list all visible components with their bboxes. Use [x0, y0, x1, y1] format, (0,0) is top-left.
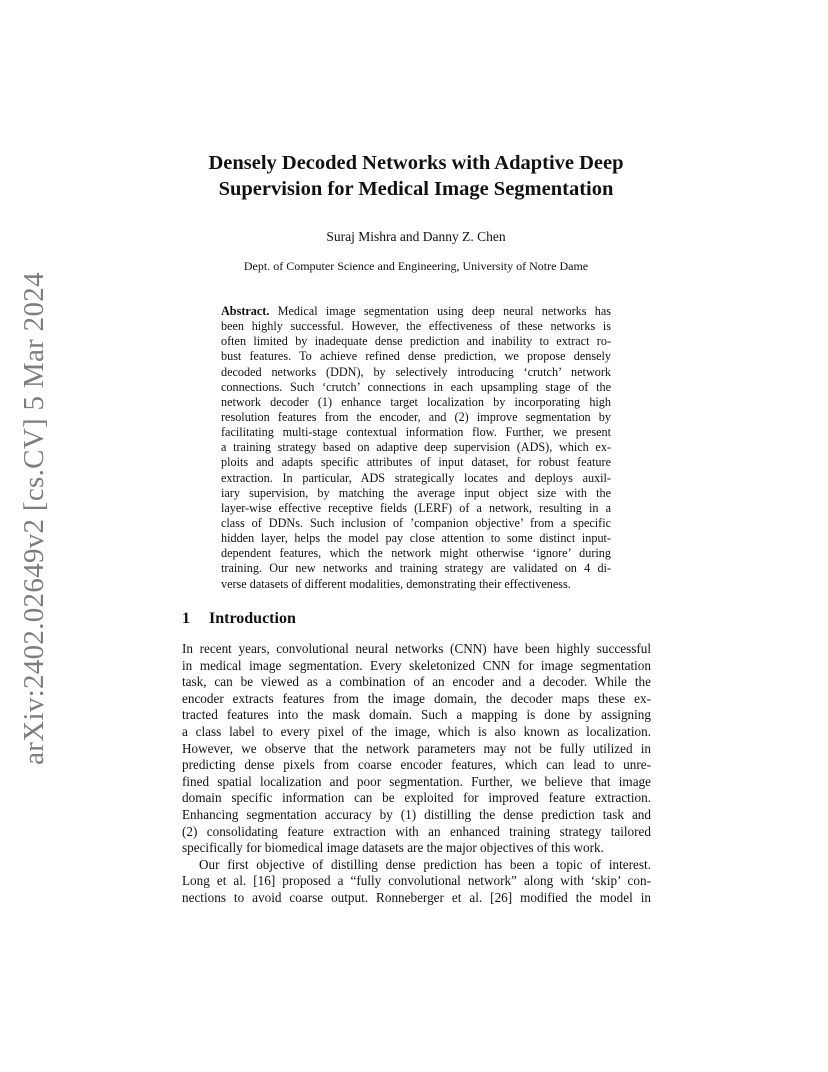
abstract-line: iary supervision, by matching the average input object size with the [221, 485, 611, 500]
abstract [221, 304, 611, 592]
section-heading [182, 610, 296, 628]
body-line: in medical image segmentation. Every skeletonized CNN for image segmentation [182, 657, 651, 673]
abstract-line: decoded networks (DDN), by selectively introducing ‘crutch’ network [221, 364, 611, 379]
body-line: a class label to every pixel of the image, which is also known as localization. [182, 723, 651, 739]
abstract-line: hidden layer, helps the model pay close attention to some distinct input- [221, 531, 611, 546]
abstract-line: been highly successful. However, the effectiveness of these networks is [221, 319, 611, 334]
body-line: specifically for biomedical image datasets are the major objectives of this work. [182, 840, 604, 856]
abstract-line: ploits and adapts specific attributes of input dataset, for robust feature [221, 455, 611, 470]
abstract-line: network decoder (1) enhance target localization by incorporating high [221, 394, 611, 409]
paper-title [150, 150, 682, 202]
abstract-line: verse datasets of different modalities, demonstrating their effectiveness. [221, 576, 571, 591]
section-number: 1 [182, 610, 190, 627]
title-line: Densely Decoded Networks with Adaptive Deep [208, 152, 624, 174]
arxiv-identifier: arXiv:2402.02649v2 [cs.CV] 5 Mar 2024 [17, 271, 50, 765]
section-title: Introduction [209, 610, 296, 627]
title-line: Supervision for Medical Image Segmentation [218, 178, 614, 200]
abstract-line: connections. Such ‘crutch’ connections in each upsampling stage of the [221, 379, 611, 394]
introduction-body [182, 641, 651, 907]
arxiv-identifier-sidebar [10, 271, 58, 765]
body-line: Our first objective of distilling dense prediction has been a topic of interest. [199, 856, 651, 872]
body-line: tracted features into the mask domain. Such a mapping is done by assigning [182, 707, 651, 723]
abstract-line: class of DDNs. Such inclusion of ’companion objective’ from a specific [221, 515, 611, 530]
abstract-line: a training strategy based on adaptive deep supervision (ADS), which ex- [221, 440, 611, 455]
body-line: nections to avoid coarse output. Ronneberger et al. [26] modified the model in [182, 889, 651, 905]
affiliation: Dept. of Computer Science and Engineering, University of Notre Dame [243, 259, 589, 273]
body-line: However, we observe that the network parameters may not be fully utilized in [182, 740, 651, 756]
body-line: In recent years, convolutional neural networks (CNN) have been highly successful [182, 641, 651, 656]
body-line: predicting dense pixels from coarse encoder features, which can lead to unre- [182, 757, 651, 773]
abstract-line: bust features. To achieve refined dense prediction, we propose densely [221, 349, 611, 364]
body-line: domain specific information can be exploited for improved feature extraction. [182, 790, 651, 806]
abstract-line: dependent features, which the network might otherwise ‘ignore’ during [221, 546, 611, 561]
body-line: task, can be viewed as a combination of an encoder and a decoder. While the [182, 674, 651, 690]
abstract-line: layer-wise effective receptive fields (LERF) of a network, resulting in a [221, 500, 611, 515]
body-line: Long et al. [16] proposed a “fully convolutional network” along with ‘skip’ con- [182, 873, 651, 889]
authors: Suraj Mishra and Danny Z. Chen [326, 229, 506, 244]
abstract-line: often limited by inadequate dense prediction and inability to extract ro- [221, 334, 611, 349]
abstract-line: facilitating multi-stage contextual information flow. Further, we present [221, 425, 611, 440]
abstract-line: extraction. In particular, ADS strategically locates and deploys auxil- [221, 470, 611, 485]
abstract-line: training. Our new networks and training strategy are validated on 4 di- [221, 561, 611, 576]
body-line: (2) consolidating feature extraction with an enhanced training strategy tailored [182, 823, 651, 839]
abstract-line: resolution features from the encoder, and (2) improve segmentation by [221, 409, 611, 424]
abstract-label: Abstract. [221, 304, 270, 318]
body-line: fined spatial localization and poor segmentation. Further, we believe that image [182, 773, 651, 789]
body-line: Enhancing segmentation accuracy by (1) distilling the dense prediction task and [182, 806, 651, 822]
abstract-line-text: Medical image segmentation using deep neural networks has [269, 304, 611, 318]
body-line: encoder extracts features from the image domain, the decoder maps these ex- [182, 690, 651, 706]
abstract-line [221, 304, 611, 319]
